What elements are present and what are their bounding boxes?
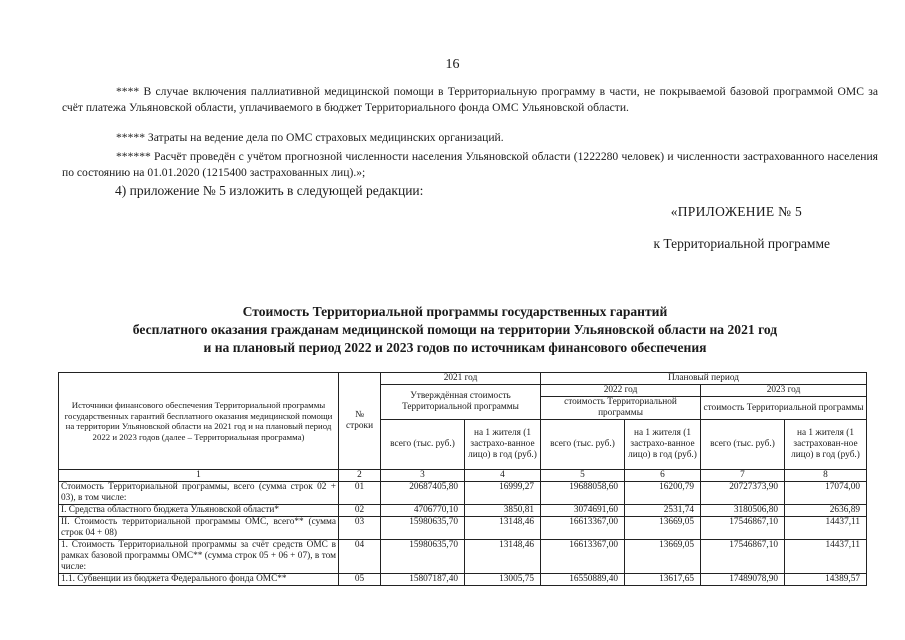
header-planned-period: Плановый период <box>541 373 867 385</box>
cell-value: 13148,46 <box>465 517 541 540</box>
header-source: Источники финансового обеспечения Территориальной программы государственных гарантий бесплатного оказания медицинской помощи на территории Ульяновской области на 2021 год и на плановый период 2022 и 2023 годов (далее – Территориальная программа) <box>59 373 339 470</box>
funding-sources-table <box>58 372 867 586</box>
cell-value: 15980635,70 <box>381 517 465 540</box>
row-number: 01 <box>339 482 381 505</box>
row-number: 05 <box>339 574 381 586</box>
cell-value: 16613367,00 <box>541 540 625 574</box>
cell-value: 20687405,80 <box>381 482 465 505</box>
cell-value: 14437,11 <box>785 517 867 540</box>
cell-value: 4706770,10 <box>381 505 465 517</box>
cell-value: 15807187,40 <box>381 574 465 586</box>
cell-value: 17546867,10 <box>701 540 785 574</box>
row-label: 1.1. Субвенции из бюджета Федерального фонда ОМС** <box>59 574 339 586</box>
row-number: 04 <box>339 540 381 574</box>
cell-value: 3074691,60 <box>541 505 625 517</box>
cell-value: 3180506,80 <box>701 505 785 517</box>
table-row <box>59 505 867 517</box>
cell-value: 13148,46 <box>465 540 541 574</box>
column-number: 2 <box>339 470 381 482</box>
row-number: 03 <box>339 517 381 540</box>
cell-value: 16550889,40 <box>541 574 625 586</box>
appendix-subtitle: к Территориальной программе <box>653 236 830 251</box>
header-cost-2022: стоимость Территориальной программы <box>541 397 701 420</box>
appendix-title: «ПРИЛОЖЕНИЕ № 5 <box>670 204 802 219</box>
footnote-admin-costs: ***** Затраты на ведение дела по ОМС страховых медицинских организаций. <box>116 131 504 144</box>
cell-value: 20727373,90 <box>701 482 785 505</box>
cell-value: 16200,79 <box>625 482 701 505</box>
cell-value: 19688058,60 <box>541 482 625 505</box>
table-row <box>59 482 867 505</box>
header-per-capita: на 1 жителя (1 застрахо-ванное лицо) в год (руб.) <box>625 420 701 470</box>
amendment-text: 4) приложение № 5 изложить в следующей редакции: <box>115 183 424 198</box>
header-2021: 2021 год <box>381 373 541 385</box>
footnote-population: ****** Расчёт проведён с учётом прогнозной численности населения Ульяновской области (1222280 человек) и численности застрахованного населения по состоянию на 01.01.2020 (1215400 застрахованных лиц).»; <box>62 150 878 179</box>
cell-value: 16999,27 <box>465 482 541 505</box>
column-number: 3 <box>381 470 465 482</box>
column-number: 8 <box>785 470 867 482</box>
row-label: 1. Стоимость Территориальной программы за счёт средств ОМС в рамках базовой программы ОМС** (сумма строк 05 + 06 + 07), в том числе: <box>59 540 339 574</box>
document-title-line: и на плановый период 2022 и 2023 годов по источникам финансового обеспечения <box>203 340 707 355</box>
header-row-number: № строки <box>339 373 381 470</box>
cell-value: 15980635,70 <box>381 540 465 574</box>
cell-value: 13617,65 <box>625 574 701 586</box>
cell-value: 2636,89 <box>785 505 867 517</box>
column-number: 4 <box>465 470 541 482</box>
row-number: 02 <box>339 505 381 517</box>
column-number: 7 <box>701 470 785 482</box>
header-2023: 2023 год <box>701 385 867 397</box>
header-approved-cost: Утверждённая стоимость Территориальной программы <box>381 385 541 420</box>
table-row <box>59 540 867 574</box>
cell-value: 13669,05 <box>625 540 701 574</box>
cell-value: 2531,74 <box>625 505 701 517</box>
cell-value: 14389,57 <box>785 574 867 586</box>
header-total: всего (тыс. руб.) <box>541 420 625 470</box>
row-label: II. Стоимость территориальной программы ОМС, всего** (сумма строк 04 + 08) <box>59 517 339 540</box>
header-cost-2023: стоимость Территориальной программы <box>701 397 867 420</box>
document-title <box>55 303 855 357</box>
table-row <box>59 517 867 540</box>
column-number: 6 <box>625 470 701 482</box>
cell-value: 16613367,00 <box>541 517 625 540</box>
header-per-capita: на 1 жителя (1 застрахован-ное лицо) в год (руб.) <box>785 420 867 470</box>
document-title-line: бесплатного оказания гражданам медицинской помощи на территории Ульяновской области на 2021 год <box>132 322 778 337</box>
cell-value: 17546867,10 <box>701 517 785 540</box>
row-label: Стоимость Территориальной программы, всего (сумма строк 02 + 03), в том числе: <box>59 482 339 505</box>
column-number: 1 <box>59 470 339 482</box>
cell-value: 14437,11 <box>785 540 867 574</box>
column-number-row <box>59 470 867 482</box>
cell-value: 3850,81 <box>465 505 541 517</box>
header-total: всего (тыс. руб.) <box>381 420 465 470</box>
cell-value: 17074,00 <box>785 482 867 505</box>
header-per-capita: на 1 жителя (1 застрахо-ванное лицо) в год (руб.) <box>465 420 541 470</box>
footnote-palliative: **** В случае включения паллиативной медицинской помощи в Территориальную программу в части, не покрываемой базовой программой ОМС за счёт платежа Ульяновской области, уплачиваемого в бюджет Территориального фонда ОМС Ульяновской области. <box>62 85 878 114</box>
header-total: всего (тыс. руб.) <box>701 420 785 470</box>
document-title-line: Стоимость Территориальной программы государственных гарантий <box>242 304 668 319</box>
header-2022: 2022 год <box>541 385 701 397</box>
cell-value: 13005,75 <box>465 574 541 586</box>
cell-value: 17489078,90 <box>701 574 785 586</box>
cell-value: 13669,05 <box>625 517 701 540</box>
table-row <box>59 574 867 586</box>
column-number: 5 <box>541 470 625 482</box>
row-label: I. Средства областного бюджета Ульяновской области* <box>59 505 339 517</box>
page-number: 16 <box>445 57 460 72</box>
